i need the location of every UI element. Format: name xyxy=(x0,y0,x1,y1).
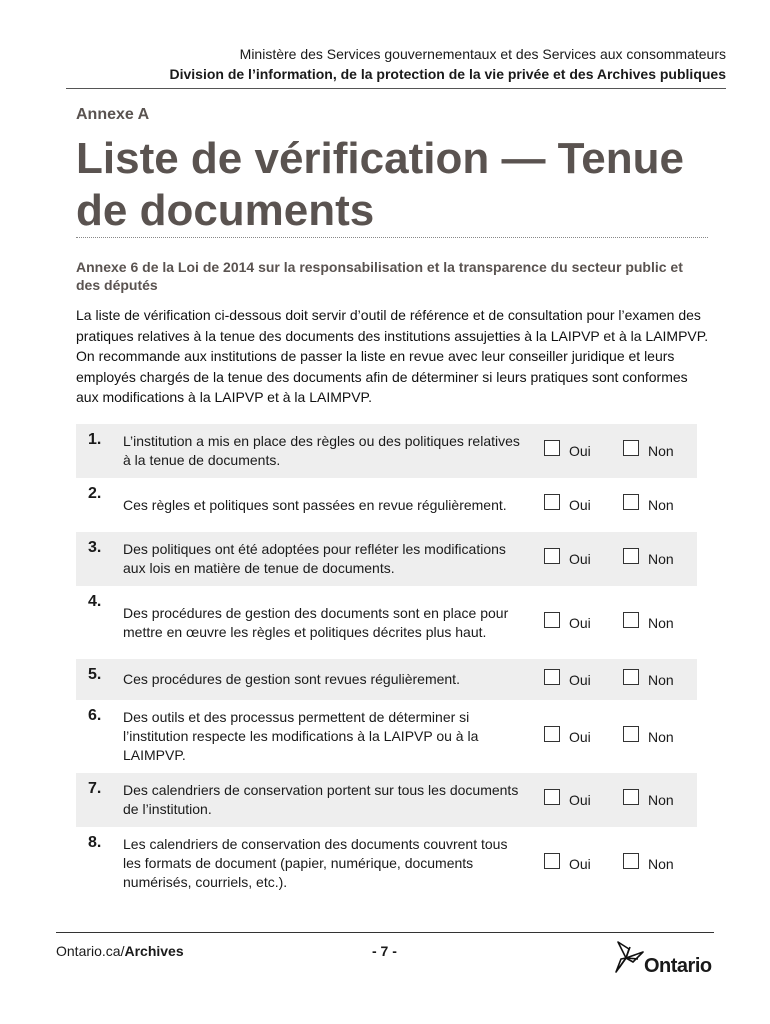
oui-label: Oui xyxy=(569,443,591,459)
oui-label: Oui xyxy=(569,728,591,745)
checklist-row xyxy=(76,773,697,827)
footer-site-section: Archives xyxy=(124,943,184,959)
non-checkbox[interactable] xyxy=(623,853,639,869)
oui-checkbox[interactable] xyxy=(544,612,560,628)
non-label: Non xyxy=(648,671,674,688)
checklist xyxy=(76,424,697,900)
oui-checkbox[interactable] xyxy=(544,726,560,742)
oui-checkbox[interactable] xyxy=(544,789,560,805)
item-number: 8. xyxy=(88,834,102,851)
logo-text: Ontario xyxy=(644,955,712,977)
oui-label: Oui xyxy=(569,551,591,567)
item-text: Des calendriers de conservation portent sur tous les documents de l’institution. xyxy=(123,782,519,817)
non-option[interactable] xyxy=(623,729,674,745)
oui-label: Oui xyxy=(569,855,591,872)
annexe-label: Annexe A xyxy=(76,106,150,123)
item-text: Des procédures de gestion des documents sont en place pour mettre en œuvre les règles et politiques décrites plus haut. xyxy=(123,604,509,640)
item-number: 7. xyxy=(88,780,102,797)
division-name: Division de l’information, de la protection de la vie privée et des Archives publiques xyxy=(169,66,726,82)
non-checkbox[interactable] xyxy=(623,726,639,742)
checklist-row xyxy=(76,532,697,586)
oui-option[interactable] xyxy=(544,497,591,513)
oui-checkbox[interactable] xyxy=(544,494,560,510)
oui-option[interactable] xyxy=(544,672,591,688)
footer-divider xyxy=(56,932,714,933)
non-label: Non xyxy=(648,792,674,808)
trillium-icon xyxy=(610,938,646,978)
subtitle: Annexe 6 de la Loi de 2014 sur la responsabilisation et la transparence du secteur public et des députés xyxy=(76,259,683,293)
checklist-row xyxy=(76,478,697,532)
non-label: Non xyxy=(648,728,674,745)
non-option[interactable] xyxy=(623,615,674,631)
item-text: Ces règles et politiques sont passées en revue régulièrement. xyxy=(123,496,507,513)
checklist-row xyxy=(76,586,697,659)
checklist-row xyxy=(76,659,697,700)
oui-label: Oui xyxy=(569,614,591,631)
item-number: 5. xyxy=(88,666,102,683)
item-text: Des outils et des processus permettent de déterminer si l’institution respecte les modifications à la LAIPVP ou à la LAIMPVP. xyxy=(123,709,479,763)
item-number: 2. xyxy=(88,485,102,502)
title-divider xyxy=(76,237,708,238)
item-number: 3. xyxy=(88,539,102,556)
non-option[interactable] xyxy=(623,497,674,513)
non-option[interactable] xyxy=(623,792,674,808)
oui-checkbox[interactable] xyxy=(544,548,560,564)
non-label: Non xyxy=(648,551,674,567)
page-header xyxy=(169,44,726,84)
non-label: Non xyxy=(648,497,674,513)
checklist-row xyxy=(76,700,697,773)
intro-paragraph: La liste de vérification ci-dessous doit servir d’outil de référence et de consultation pour l’examen des pratiques relatives à la tenue des documents des institutions assujetties à la LAIPVP et à la LAIMPVP. On recommande aux institutions de passer la liste en revue avec leur conseiller juridique et leurs employés chargés de la tenue des documents afin de déterminer si leurs pratiques sont conformes aux modifications à la LAIPVP et à la LAIMPVP. xyxy=(76,307,709,405)
non-option[interactable] xyxy=(623,856,674,872)
ontario-logo xyxy=(610,938,720,978)
item-text: Ces procédures de gestion sont revues régulièrement. xyxy=(123,671,460,687)
page-number: - 7 - xyxy=(372,943,397,959)
oui-option[interactable] xyxy=(544,615,591,631)
item-number: 6. xyxy=(88,707,102,724)
item-text: L’institution a mis en place des règles ou des politiques relatives à la tenue de documents. xyxy=(123,433,520,468)
non-label: Non xyxy=(648,855,674,872)
non-checkbox[interactable] xyxy=(623,669,639,685)
oui-option[interactable] xyxy=(544,443,591,459)
checklist-row xyxy=(76,827,697,900)
non-label: Non xyxy=(648,443,674,459)
item-number: 4. xyxy=(88,593,102,610)
non-option[interactable] xyxy=(623,672,674,688)
non-checkbox[interactable] xyxy=(623,612,639,628)
item-number: 1. xyxy=(88,431,102,448)
oui-option[interactable] xyxy=(544,792,591,808)
oui-label: Oui xyxy=(569,497,591,513)
checklist-row xyxy=(76,424,697,478)
footer-link[interactable] xyxy=(56,943,184,959)
oui-checkbox[interactable] xyxy=(544,853,560,869)
oui-label: Oui xyxy=(569,792,591,808)
non-checkbox[interactable] xyxy=(623,440,639,456)
oui-option[interactable] xyxy=(544,551,591,567)
non-checkbox[interactable] xyxy=(623,789,639,805)
header-divider xyxy=(66,88,726,89)
non-label: Non xyxy=(648,614,674,631)
item-text: Des politiques ont été adoptées pour refléter les modifications aux lois en matière de tenue de documents. xyxy=(123,541,506,576)
item-text: Les calendriers de conservation des documents couvrent tous les formats de document (papier, numérique, documents numérisés, courriels, etc.). xyxy=(123,836,508,890)
page-title: Liste de vérification — Tenue de documents xyxy=(76,134,684,235)
non-checkbox[interactable] xyxy=(623,548,639,564)
non-option[interactable] xyxy=(623,443,674,459)
ministry-name: Ministère des Services gouvernementaux et des Services aux consommateurs xyxy=(239,46,726,62)
oui-label: Oui xyxy=(569,671,591,688)
oui-checkbox[interactable] xyxy=(544,669,560,685)
oui-option[interactable] xyxy=(544,856,591,872)
oui-checkbox[interactable] xyxy=(544,440,560,456)
oui-option[interactable] xyxy=(544,729,591,745)
non-option[interactable] xyxy=(623,551,674,567)
footer-site-prefix: Ontario.ca/ xyxy=(56,943,125,959)
non-checkbox[interactable] xyxy=(623,494,639,510)
